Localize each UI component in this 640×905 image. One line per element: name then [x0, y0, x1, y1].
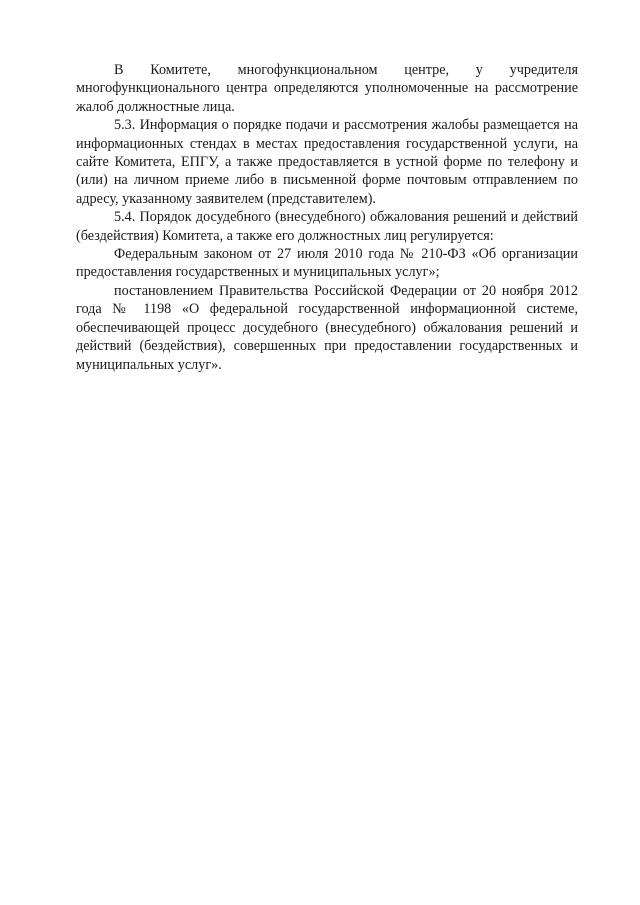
paragraph-responsible-officials: В Комитете, многофункциональном центре, у учредителя многофункционального центра определяются уполномоченные на рассмотрение жалоб должностные лица. — [76, 62, 578, 115]
paragraph-government-decree-1198: постановлением Правительства Российской Федерации от 20 ноября 2012 года № 1198 «О федеральной государственной информационной системе, обеспечивающей процесс досудебного (внесудебного) обжалования решений и действий (бездействия), совершенных при предоставлении государственных и муниципальных услуг». — [76, 282, 578, 373]
paragraph-5-4-appeal-procedure: 5.4. Порядок досудебного (внесудебного) обжалования решений и действий (бездействия) Комитета, а также его должностных лиц регулируется: — [76, 209, 578, 244]
document-body — [76, 61, 578, 374]
paragraph-federal-law-210: Федеральным законом от 27 июля 2010 года № 210-ФЗ «Об организации предоставления государственных и муниципальных услуг»; — [76, 246, 578, 281]
paragraph-5-3-complaint-information: 5.3. Информация о порядке подачи и рассмотрения жалобы размещается на информационных стендах в местах предоставления государственной услуги, на сайте Комитета, ЕПГУ, а также предоставляется в устной форме по телефону и (или) на личном приеме либо в письменной форме почтовым отправлением по адресу, указанному заявителем (представителем). — [76, 117, 578, 207]
